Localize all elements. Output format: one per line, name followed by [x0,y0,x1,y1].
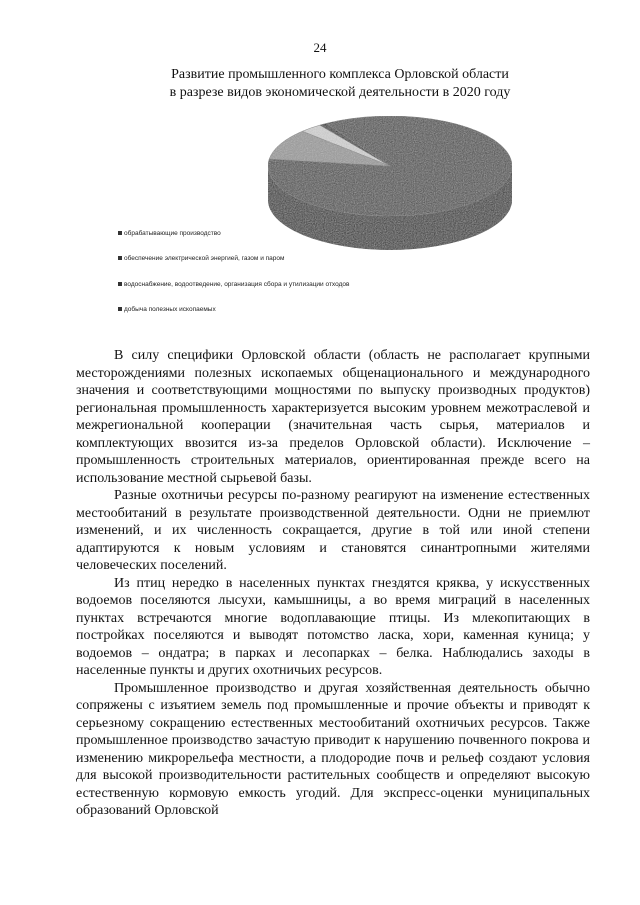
legend-item [118,306,216,313]
legend-swatch [118,282,122,286]
legend-label: водоснабжение, водоотведение, организация сбора и утилизации отходов [124,281,350,288]
legend-swatch [118,231,122,235]
chart-title-line-1: Развитие промышленного комплекса Орловской области [171,67,509,82]
chart-title [110,66,570,102]
paragraph: В силу специфики Орловской области (область не располагает крупными месторождениями полезных ископаемых общенационального и международного значения и соответствующими мощностями по выпуску производных продуктов) региональная промышленность характеризуется высоким уровнем межотраслевой и межрегиональной кооперации (значительная часть сырья, материалов и комплектующих ввозится из-за пределов Орловской области). Исключение – промышленность строительных материалов, ориентированная прежде всего на использование местной сырьевой базы. [76,348,590,486]
body-text [76,347,590,820]
pie-chart [260,108,520,268]
legend-label: обеспечение электрической энергией, газом и паром [124,255,285,262]
paragraph: Разные охотничьи ресурсы по-разному реагируют на изменение естественных местообитаний в результате производственной деятельности. Одни не приемлют изменений, и их численность сокращается, другие в той или иной степени адаптируются к новым условиям и становятся синантропными жителями человеческих поселений. [76,488,590,573]
legend-item [118,255,284,262]
chart-title-line-2: в разрезе видов экономической деятельности в 2020 году [169,85,511,100]
legend-swatch [118,307,122,311]
page-number: 24 [313,40,327,55]
paragraph: Из птиц нередко в населенных пунктах гнездятся кряква, у искусственных водоемов поселяются лысухи, камышницы, а во время миграций в населенных пунктах встречаются многие водоплавающие птицы. Из млекопитающих в постройках поселяются и выводят потомство ласка, хори, каменная куница; у водоемов – ондатра; в парках и лесопарках – белка. Наблюдались заходы в населенные пункты и других охотничьих ресурсов. [76,575,590,678]
legend-swatch [118,256,122,260]
legend-item [118,230,221,237]
legend-label: добыча полезных ископаемых [124,306,216,313]
legend-item [118,281,349,288]
paragraph: Промышленное производство и другая хозяйственная деятельность обычно сопряжены с изъятием земель под промышленные и прочие объекты и приводят к серьезному сокращению естественных местообитаний охотничьих ресурсов. Также промышленное производство зачастую приводит к нарушению почвенного покрова и изменению микрорельефа местности, а плодородие почв и рельеф создают условия для высокой производительности растительных сообществ и определяют высокую естественную кормовую емкость угодий. Для экспресс-оценки муниципальных образований Орловской [76,680,590,818]
legend-label: обрабатывающие производство [124,230,221,237]
